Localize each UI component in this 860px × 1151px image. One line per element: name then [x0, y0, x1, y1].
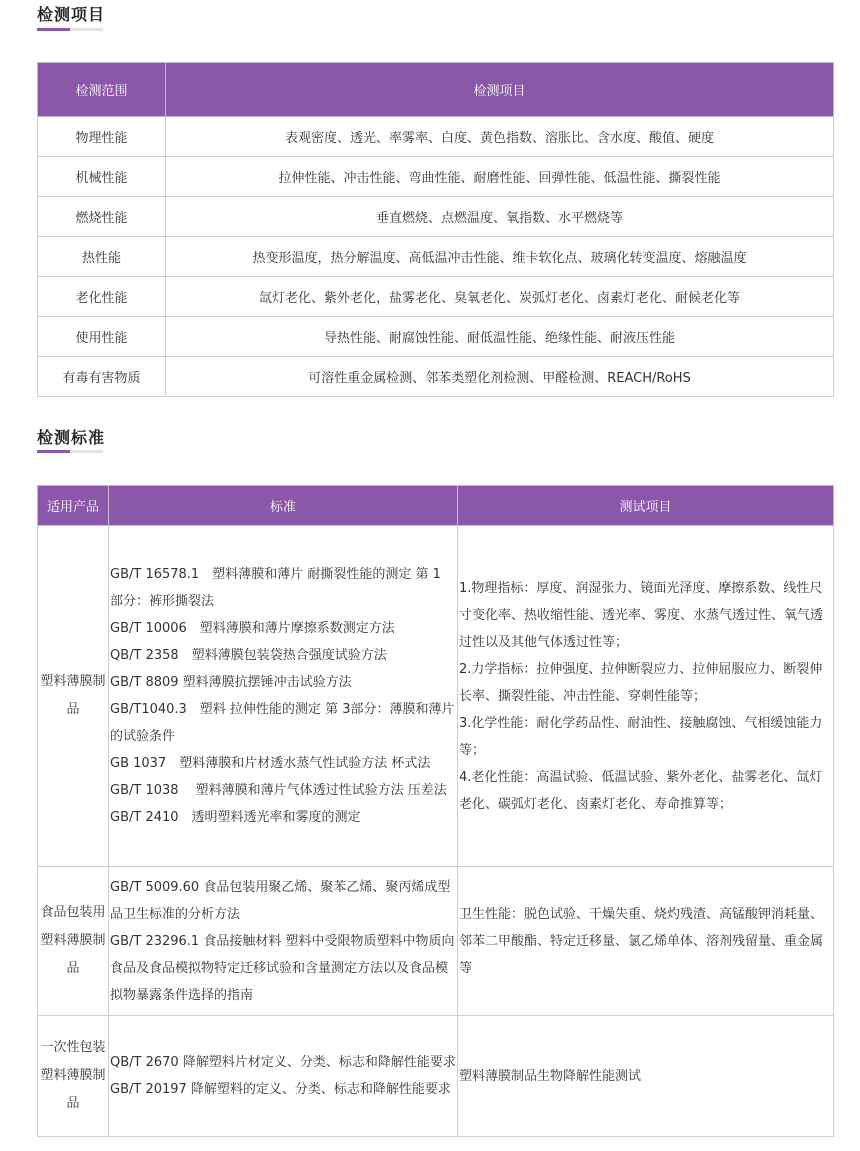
- standard-item: GB 1037 塑料薄膜和片材透水蒸气性试验方法 杯式法: [110, 756, 431, 771]
- test-item: 卫生性能：脱色试验、干燥失重、烧灼残渣、高锰酸钾消耗量、邻苯二甲酸酯、特定迁移量、氯乙烯单体、溶剂残留量、重金属等: [459, 906, 824, 976]
- header-standard: 标准: [109, 486, 458, 526]
- standard-item: GB/T 2410 透明塑料透光率和雾度的测定: [110, 810, 361, 825]
- table-header-row: [38, 486, 834, 526]
- test-item: 4.老化性能：高温试验、低温试验、紫外老化、盐雾老化、氙灯老化、碳弧灯老化、卤素灯老化、寿命推算等；: [459, 769, 823, 812]
- scope-cell: 使用性能: [38, 317, 166, 357]
- standard-item: GB/T 8809 塑料薄膜抗摆锤冲击试验方法: [110, 675, 352, 690]
- standard-item: GB/T 5009.60 食品包装用聚乙烯、聚苯乙烯、聚丙烯成型品卫生标准的分析方法: [110, 879, 451, 922]
- section-title-test-standards: 检测标准: [37, 428, 106, 447]
- scope-cell: 机械性能: [38, 157, 166, 197]
- header-product: 适用产品: [38, 486, 109, 526]
- header-test-items: 测试项目: [458, 486, 834, 526]
- standard-item: GB/T 10006 塑料薄膜和薄片摩擦系数测定方法: [110, 621, 395, 636]
- section-title-test-items: 检测项目: [37, 5, 106, 24]
- standard-item: GB/T 20197 降解塑料的定义、分类、标志和降解性能要求: [110, 1082, 451, 1097]
- table-row: [38, 317, 834, 357]
- standard-item: QB/T 2670 降解塑料片材定义、分类、标志和降解性能要求: [110, 1055, 456, 1070]
- product-cell: 食品包装用塑料薄膜制品: [38, 867, 109, 1016]
- scope-cell: 物理性能: [38, 117, 166, 157]
- scope-cell: 燃烧性能: [38, 197, 166, 237]
- header-scope: 检测范围: [38, 63, 166, 117]
- tests-cell: [458, 867, 834, 1016]
- header-items: 检测项目: [166, 63, 834, 117]
- table-row: [38, 197, 834, 237]
- table-row: [38, 357, 834, 397]
- section-underline: [37, 28, 103, 31]
- product-cell: 一次性包装塑料薄膜制品: [38, 1016, 109, 1137]
- table-row: [38, 867, 834, 1016]
- test-item: 2.力学指标：拉伸强度、拉伸断裂应力、拉伸屈服应力、断裂伸长率、撕裂性能、冲击性能、穿刺性能等；: [459, 661, 823, 704]
- standards-cell: [109, 526, 458, 867]
- items-cell: 热变形温度，热分解温度、高低温冲击性能、维卡软化点、玻璃化转变温度、熔融温度: [166, 237, 834, 277]
- table-row: [38, 277, 834, 317]
- test-item: 塑料薄膜制品生物降解性能测试: [459, 1068, 642, 1084]
- tests-cell: [458, 526, 834, 867]
- standards-cell: [109, 867, 458, 1016]
- items-cell: 可溶性重金属检测、邻苯类塑化剂检测、甲醛检测、REACH/RoHS: [166, 357, 834, 397]
- standard-item: QB/T 2358 塑料薄膜包装袋热合强度试验方法: [110, 648, 387, 663]
- standard-item: GB/T 1038 塑料薄膜和薄片气体透过性试验方法 压差法: [110, 783, 447, 798]
- test-item: 1.物理指标：厚度、润湿张力、镜面光泽度、摩擦系数、线性尺寸变化率、热收缩性能、透光率、雾度、水蒸气透过性、氧气透过性以及其他气体透过性等；: [459, 580, 824, 650]
- standard-item: GB/T 23296.1 食品接触材料 塑料中受限物质塑料中物质向食品及食品模拟物特定迁移试验和含量测定方法以及食品模拟物暴露条件选择的指南: [110, 933, 455, 1003]
- section-underline: [37, 450, 103, 453]
- scope-cell: 老化性能: [38, 277, 166, 317]
- test-item: 3.化学性能：耐化学药品性、耐油性、接触腐蚀、气相缓蚀能力等；: [459, 715, 823, 758]
- standard-item: GB/T 16578.1 塑料薄膜和薄片 耐撕裂性能的测定 第 1 部分：裤形撕裂法: [110, 567, 441, 609]
- items-cell: 垂直燃烧、点燃温度、氧指数、水平燃烧等: [166, 197, 834, 237]
- tests-cell: [458, 1016, 834, 1137]
- standards-cell: [109, 1016, 458, 1137]
- items-cell: 拉伸性能、冲击性能、弯曲性能、耐磨性能、回弹性能、低温性能、撕裂性能: [166, 157, 834, 197]
- scope-cell: 有毒有害物质: [38, 357, 166, 397]
- table-row: [38, 1016, 834, 1137]
- test-items-table: [37, 62, 834, 397]
- table-row: [38, 526, 834, 867]
- items-cell: 导热性能、耐腐蚀性能、耐低温性能、绝缘性能、耐液压性能: [166, 317, 834, 357]
- standard-item: GB/T1040.3 塑料 拉伸性能的测定 第 3部分：薄膜和薄片的试验条件: [110, 702, 455, 744]
- test-standards-table: [37, 485, 834, 1137]
- table-row: [38, 117, 834, 157]
- table-header-row: [38, 63, 834, 117]
- product-cell: 塑料薄膜制品: [38, 526, 109, 867]
- table-row: [38, 237, 834, 277]
- scope-cell: 热性能: [38, 237, 166, 277]
- items-cell: 氙灯老化、紫外老化，盐雾老化、臭氧老化、炭弧灯老化、卤素灯老化、耐候老化等: [166, 277, 834, 317]
- table-row: [38, 157, 834, 197]
- items-cell: 表观密度、透光、率雾率、白度、黄色指数、溶胀比、含水度、酸值、硬度: [166, 117, 834, 157]
